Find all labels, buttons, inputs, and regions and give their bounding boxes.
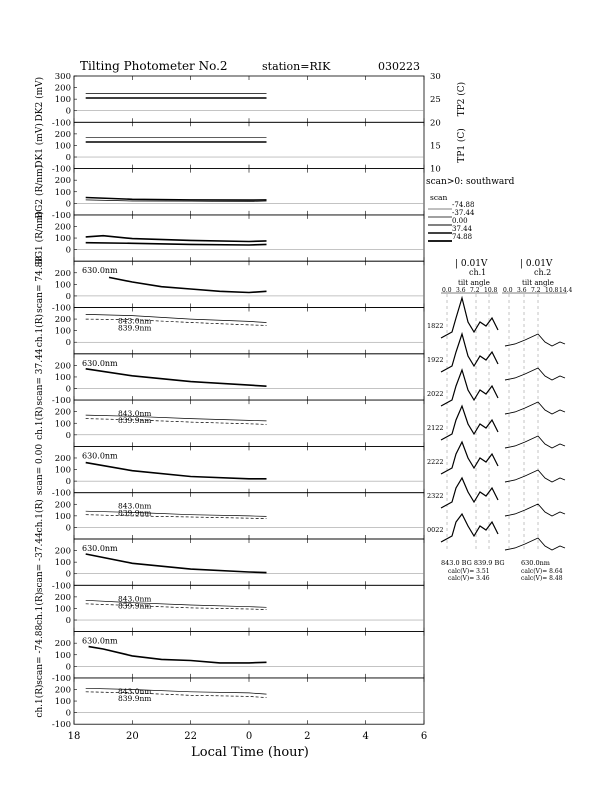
line-label: 630.0nm: [82, 266, 118, 276]
series-line: [86, 419, 267, 425]
y-axis-label: ch.1(R): [35, 406, 45, 440]
series-line: [86, 600, 267, 607]
temp-tick-label: 20: [430, 118, 441, 129]
panel-s1b: [34, 304, 424, 354]
series-line: [89, 647, 267, 663]
y-tick-label: 0: [65, 477, 71, 488]
ch2-profile: [505, 402, 565, 414]
y-axis-label: DK2 (mV): [35, 76, 45, 122]
tilt-label: tilt angle: [458, 279, 490, 287]
y-tick-label: 200: [54, 407, 71, 418]
panel-frame: [74, 122, 424, 168]
y-tick-label: 0: [65, 708, 71, 719]
legend-heading: scan: [430, 193, 448, 202]
right-axis-label: TP2 (C): [457, 81, 467, 117]
tilt-tick-label: 7.2: [531, 287, 541, 294]
y-tick-label: 100: [54, 604, 71, 615]
ch2-profile: [505, 334, 565, 346]
legend-entry: -37.44: [452, 209, 475, 217]
panel-bg1: [34, 211, 424, 265]
legend-entry: -74.88: [452, 201, 475, 209]
series-line: [109, 277, 267, 292]
y-tick-label: 0: [65, 199, 71, 210]
ch2-profile: [505, 504, 565, 516]
tilt-label: tilt angle: [522, 279, 554, 287]
line-label: 843.0nm: [118, 316, 152, 326]
y-axis-label: ch.1(R): [35, 684, 45, 718]
legend-entry: 37.44: [452, 225, 473, 233]
series-line: [86, 316, 267, 326]
ch1-profile: [441, 406, 498, 440]
y-tick-label: -100: [51, 210, 71, 221]
profile-time: 0022: [427, 526, 444, 534]
temp-tick-label: 30: [430, 72, 441, 82]
y-tick-label: 200: [54, 268, 71, 279]
ch1-calc: calc(V)= 3.51: [448, 568, 490, 575]
ch1-profile: [441, 514, 498, 542]
x-tick-label: 22: [184, 731, 198, 743]
y-tick-label: 100: [54, 558, 71, 569]
y-tick-label: 0: [65, 616, 71, 627]
ch2-profile: [505, 368, 565, 380]
x-tick-label: 0: [245, 731, 253, 743]
y-axis-label: DK1 (mV): [35, 123, 45, 168]
y-tick-label: 200: [54, 361, 71, 372]
panel-frame: [74, 354, 424, 400]
ch2-scale: | 0.01V: [520, 259, 553, 269]
scan-profiles: [427, 259, 573, 582]
panel-s3a: [35, 444, 424, 496]
panel-dk2: [34, 72, 467, 122]
y-tick-label: -100: [51, 396, 71, 407]
ch1-profile: [441, 478, 498, 508]
y-tick-label: 100: [54, 419, 71, 430]
panel-frame: [74, 261, 424, 307]
series-line: [86, 554, 267, 573]
y-axis-label: ch.1(R): [35, 314, 45, 348]
station-label: station=RIK: [262, 60, 331, 73]
right-axis-label: TP1 (C): [457, 128, 467, 163]
tilt-tick-label: 10.8: [545, 287, 559, 294]
tilt-tick-label: 10.8: [484, 287, 498, 294]
tilt-tick-label: 14.4: [559, 287, 573, 294]
y-tick-label: 100: [54, 187, 71, 198]
temp-tick-label: 25: [430, 95, 441, 106]
y-tick-label: 200: [54, 129, 71, 140]
panel-s4a: [35, 532, 424, 592]
legend-entry: 0.00: [452, 217, 468, 225]
y-tick-label: -100: [51, 118, 71, 129]
x-tick-label: 18: [67, 731, 81, 743]
line-label: 843.0nm: [118, 686, 152, 696]
y-tick-label: 100: [54, 372, 71, 383]
scan-legend: [426, 177, 515, 241]
y-tick-label: -100: [51, 673, 71, 684]
y-tick-label: 100: [54, 326, 71, 337]
ch2-profile: [505, 436, 565, 448]
profile-time: 1922: [427, 356, 444, 364]
y-tick-label: -100: [51, 164, 71, 175]
y-tick-label: 0: [65, 384, 71, 395]
y-tick-label: -100: [51, 303, 71, 314]
y-tick-label: -100: [51, 488, 71, 499]
y-tick-label: 100: [54, 141, 71, 152]
tilt-tick-label: 3.6: [456, 287, 466, 294]
profile-time: 2222: [427, 458, 444, 466]
y-tick-label: 0: [65, 153, 71, 164]
ch1-calc: calc(V)= 3.46: [448, 575, 490, 582]
profile-time: 2322: [427, 492, 444, 500]
panel-frame: [74, 76, 424, 122]
ch2-profile: [505, 470, 565, 482]
line-label: 843.0nm: [118, 409, 152, 419]
y-axis-label: scan= 0.00: [35, 443, 45, 496]
ch1-foot: 843.0 BG 839.9 BG: [441, 559, 505, 567]
series-line: [86, 415, 267, 421]
tilt-tick-label: 0.0: [442, 287, 452, 294]
panel-s2a: [35, 348, 424, 405]
series-line: [86, 369, 267, 386]
line-label: 839.9nm: [118, 416, 152, 426]
x-tick-label: 6: [420, 731, 428, 743]
y-axis-label: BG1 (R/nm): [35, 211, 45, 265]
profile-time: 2122: [427, 424, 444, 432]
y-tick-label: 200: [54, 500, 71, 511]
line-label: 843.0nm: [118, 501, 152, 511]
line-label: 839.9nm: [118, 508, 152, 518]
y-axis-label: scan= 74.88: [35, 255, 45, 313]
ch1-profile: [441, 334, 498, 372]
y-tick-label: 100: [54, 511, 71, 522]
tilt-tick-label: 3.6: [517, 287, 527, 294]
y-tick-label: 200: [54, 315, 71, 326]
ch1-profile: [441, 298, 498, 338]
line-label: 630.0nm: [82, 451, 118, 461]
line-label: 630.0nm: [82, 636, 118, 646]
y-tick-label: -100: [51, 581, 71, 592]
y-tick-label: 0: [65, 245, 71, 256]
y-tick-label: 200: [54, 639, 71, 650]
time-series-panels: [34, 72, 467, 724]
y-tick-label: 100: [54, 465, 71, 476]
panel-s5a: [35, 624, 424, 684]
line-label: 630.0nm: [82, 544, 118, 553]
x-tick-label: 2: [304, 731, 311, 743]
y-axis-label: ch.1(R): [35, 591, 45, 626]
panel-s1a: [35, 256, 424, 313]
y-tick-label: 200: [54, 176, 71, 187]
y-tick-label: 100: [54, 650, 71, 661]
ch2-foot: 630.0nm: [521, 559, 550, 567]
line-label: 839.9nm: [118, 693, 152, 703]
ch2-calc: calc(V)= 8.48: [521, 575, 563, 582]
legend-entry: 74.88: [452, 233, 473, 241]
panel-s4b: [34, 581, 424, 631]
y-axis-label: scan= 37.44: [35, 348, 45, 406]
panel-s5b: [34, 674, 424, 724]
y-tick-label: 0: [65, 338, 71, 349]
panel-dk1: [34, 118, 467, 168]
y-tick-label: 200: [54, 546, 71, 557]
panel-frame: [74, 169, 424, 215]
ch1-label: ch.1: [469, 268, 487, 277]
y-tick-label: 0: [65, 523, 71, 534]
tilt-tick-label: 7.2: [470, 287, 480, 294]
ch2-calc: calc(V)= 8.64: [521, 568, 563, 575]
series-line: [86, 515, 267, 519]
panel-bg2: [34, 165, 424, 219]
profile-time: 2022: [427, 390, 444, 398]
y-axis-label: scan= -74.88: [35, 624, 45, 685]
y-tick-label: -100: [51, 720, 71, 731]
tilt-tick-label: 0.0: [503, 287, 513, 294]
y-axis-label: ch.1(R): [35, 499, 45, 533]
y-tick-label: 0: [65, 569, 71, 580]
line-label: 839.9nm: [118, 601, 152, 611]
y-tick-label: 0: [65, 430, 71, 441]
panel-s3b: [34, 489, 424, 539]
x-tick-label: 20: [125, 731, 139, 743]
ch2-profile: [505, 538, 565, 550]
ch1-profile: [441, 370, 498, 406]
y-tick-label: 200: [54, 83, 71, 94]
ch2-label: ch.2: [534, 268, 552, 277]
series-line: [86, 688, 267, 694]
y-tick-label: 100: [54, 234, 71, 245]
legend-title: scan>0: southward: [426, 177, 515, 187]
temp-tick-label: 15: [430, 141, 441, 152]
temp-tick-label: 10: [430, 164, 441, 175]
line-label: 630.0nm: [82, 358, 118, 368]
y-tick-label: 0: [65, 291, 71, 302]
series-line: [86, 198, 267, 201]
y-tick-label: 100: [54, 95, 71, 106]
y-tick-label: 200: [54, 685, 71, 696]
y-tick-label: 200: [54, 453, 71, 464]
y-axis-label: scan= -37.44: [35, 532, 45, 593]
date-label: 030223: [378, 60, 420, 73]
y-tick-label: 100: [54, 280, 71, 291]
line-label: 843.0nm: [118, 594, 152, 604]
y-tick-label: 200: [54, 222, 71, 233]
y-tick-label: 200: [54, 592, 71, 603]
x-axis-label: Local Time (hour): [191, 745, 309, 760]
y-tick-label: 0: [65, 662, 71, 673]
y-tick-label: 0: [65, 106, 71, 117]
series-line: [86, 314, 267, 322]
series-line: [86, 243, 267, 245]
y-tick-label: 300: [54, 72, 71, 82]
profile-time: 1822: [427, 322, 444, 330]
line-label: 839.9nm: [118, 323, 152, 333]
figure-title: Tilting Photometer No.2: [80, 59, 228, 73]
series-line: [86, 463, 267, 479]
x-tick-label: 4: [362, 731, 369, 743]
panel-s2b: [34, 396, 424, 446]
ch1-scale: | 0.01V: [455, 259, 488, 269]
y-tick-label: 100: [54, 697, 71, 708]
series-line: [86, 236, 267, 242]
y-axis-label: BG2 (R/nm): [35, 164, 45, 219]
ch1-profile: [441, 442, 498, 474]
